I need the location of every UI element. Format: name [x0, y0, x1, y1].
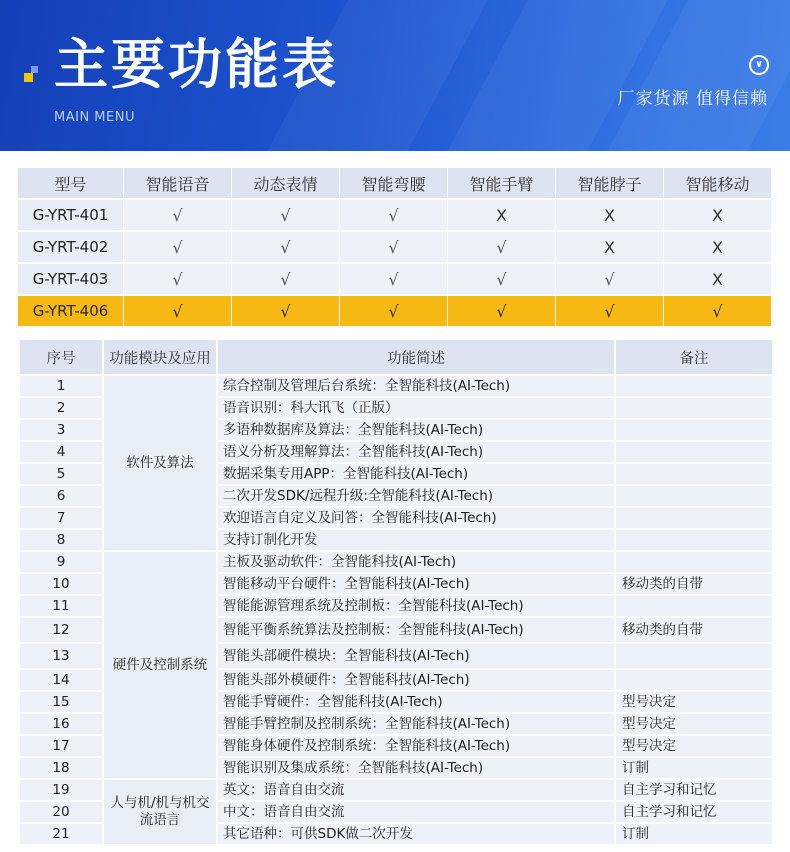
function-header-cell: 功能模块及应用 — [103, 339, 217, 375]
check-mark: √ — [280, 205, 291, 225]
model-name: G-YRT-403 — [18, 264, 124, 296]
function-description: 语义分析及理解算法：全智能科技(AI-Tech) — [217, 441, 615, 463]
row-number: 8 — [19, 529, 103, 551]
feature-cell — [556, 296, 664, 328]
function-note — [615, 397, 773, 419]
check-mark: √ — [496, 237, 507, 257]
row-number: 19 — [19, 779, 103, 801]
cross-mark: X — [712, 269, 723, 289]
feature-cell — [232, 296, 340, 328]
cross-mark: X — [496, 205, 507, 225]
feature-cell — [448, 200, 556, 232]
row-number: 3 — [19, 419, 103, 441]
feature-cell — [664, 296, 772, 328]
check-mark: √ — [388, 237, 399, 257]
function-description: 智能平衡系统算法及控制板：全智能科技(AI-Tech) — [217, 617, 615, 643]
function-note: 自主学习和记忆 — [615, 779, 773, 801]
feature-cell — [448, 264, 556, 296]
matrix-header-cell: 动态表情 — [232, 168, 340, 200]
matrix-header-cell: 智能移动 — [664, 168, 772, 200]
page-title: 主要功能表 — [54, 33, 339, 96]
row-number: 11 — [19, 595, 103, 617]
row-number: 13 — [19, 643, 103, 669]
module-category: 软件及算法 — [103, 375, 217, 551]
matrix-row — [18, 232, 772, 264]
check-mark: √ — [172, 205, 183, 225]
check-mark: √ — [280, 301, 291, 321]
function-note: 订制 — [615, 823, 773, 845]
matrix-header-cell: 智能脖子 — [556, 168, 664, 200]
model-feature-table — [18, 168, 772, 328]
bullet-decoration — [24, 73, 33, 82]
function-description: 语音识别：科大讯飞（正版） — [217, 397, 615, 419]
function-description: 数据采集专用APP：全智能科技(AI-Tech) — [217, 463, 615, 485]
function-note — [615, 375, 773, 397]
feature-cell — [448, 232, 556, 264]
function-note — [615, 529, 773, 551]
row-number: 17 — [19, 735, 103, 757]
function-note: 自主学习和记忆 — [615, 801, 773, 823]
function-note — [615, 441, 773, 463]
row-number: 6 — [19, 485, 103, 507]
table-row — [19, 551, 773, 573]
row-number: 1 — [19, 375, 103, 397]
table-row — [19, 779, 773, 801]
function-header-cell: 序号 — [19, 339, 103, 375]
cross-mark: X — [712, 237, 723, 257]
feature-cell — [664, 200, 772, 232]
feature-cell — [340, 264, 448, 296]
function-note: 型号决定 — [615, 691, 773, 713]
function-description: 智能移动平台硬件：全智能科技(AI-Tech) — [217, 573, 615, 595]
row-number: 7 — [19, 507, 103, 529]
function-note — [615, 595, 773, 617]
function-description: 智能识别及集成系统：全智能科技(AI-Tech) — [217, 757, 615, 779]
function-description: 智能手臂控制及控制系统：全智能科技(AI-Tech) — [217, 713, 615, 735]
chevron-down-circle-icon[interactable]: ∨ — [749, 55, 769, 75]
matrix-header-cell: 智能语音 — [124, 168, 232, 200]
feature-cell — [232, 200, 340, 232]
function-table — [18, 338, 774, 846]
function-description: 智能头部外模硬件：全智能科技(AI-Tech) — [217, 669, 615, 691]
check-mark: √ — [496, 301, 507, 321]
feature-cell — [340, 200, 448, 232]
row-number: 2 — [19, 397, 103, 419]
matrix-row — [18, 264, 772, 296]
matrix-row — [18, 296, 772, 328]
check-mark: √ — [172, 269, 183, 289]
function-description: 欢迎语言自定义及问答：全智能科技(AI-Tech) — [217, 507, 615, 529]
function-note — [615, 507, 773, 529]
cross-mark: X — [604, 205, 615, 225]
function-note — [615, 551, 773, 573]
function-note — [615, 669, 773, 691]
function-header-row — [19, 339, 773, 375]
feature-cell — [664, 232, 772, 264]
function-description: 智能能源管理系统及控制板：全智能科技(AI-Tech) — [217, 595, 615, 617]
check-mark: √ — [280, 269, 291, 289]
function-header-cell: 备注 — [615, 339, 773, 375]
function-note: 移动类的自带 — [615, 617, 773, 643]
feature-cell — [232, 232, 340, 264]
function-note — [615, 485, 773, 507]
cross-mark: X — [712, 205, 723, 225]
row-number: 12 — [19, 617, 103, 643]
check-mark: √ — [712, 301, 723, 321]
function-description: 支持订制化开发 — [217, 529, 615, 551]
feature-cell — [124, 232, 232, 264]
function-note: 订制 — [615, 757, 773, 779]
check-mark: √ — [388, 269, 399, 289]
function-note: 移动类的自带 — [615, 573, 773, 595]
check-mark: √ — [388, 205, 399, 225]
function-description: 其它语种：可供SDK做二次开发 — [217, 823, 615, 845]
feature-cell — [448, 296, 556, 328]
table-row — [19, 375, 773, 397]
check-mark: √ — [496, 269, 507, 289]
feature-cell — [124, 264, 232, 296]
row-number: 21 — [19, 823, 103, 845]
row-number: 9 — [19, 551, 103, 573]
matrix-row — [18, 200, 772, 232]
row-number: 15 — [19, 691, 103, 713]
check-mark: √ — [280, 237, 291, 257]
feature-cell — [124, 200, 232, 232]
function-note — [615, 419, 773, 441]
row-number: 10 — [19, 573, 103, 595]
function-note — [615, 463, 773, 485]
matrix-header-row — [18, 168, 772, 200]
function-description: 智能身体硬件及控制系统：全智能科技(AI-Tech) — [217, 735, 615, 757]
feature-cell — [124, 296, 232, 328]
function-note: 型号决定 — [615, 735, 773, 757]
function-description: 英文：语音自由交流 — [217, 779, 615, 801]
module-category: 硬件及控制系统 — [103, 551, 217, 779]
function-description: 多语种数据库及算法：全智能科技(AI-Tech) — [217, 419, 615, 441]
page-subtitle: MAIN MENU — [54, 110, 135, 125]
feature-cell — [232, 264, 340, 296]
matrix-header-cell: 智能弯腰 — [340, 168, 448, 200]
row-number: 14 — [19, 669, 103, 691]
check-mark: √ — [604, 301, 615, 321]
function-description: 智能手臂硬件：全智能科技(AI-Tech) — [217, 691, 615, 713]
model-name: G-YRT-406 — [18, 296, 124, 328]
matrix-header-cell: 智能手臂 — [448, 168, 556, 200]
function-description: 中文：语音自由交流 — [217, 801, 615, 823]
feature-cell — [340, 232, 448, 264]
function-description: 主板及驱动软件：全智能科技(AI-Tech) — [217, 551, 615, 573]
row-number: 4 — [19, 441, 103, 463]
header-banner — [0, 0, 790, 151]
row-number: 5 — [19, 463, 103, 485]
feature-cell — [556, 200, 664, 232]
function-description: 二次开发SDK/远程升级:全智能科技(AI-Tech) — [217, 485, 615, 507]
module-category: 人与机/机与机交流语言 — [103, 779, 217, 845]
row-number: 20 — [19, 801, 103, 823]
matrix-header-cell: 型号 — [18, 168, 124, 200]
function-note: 型号决定 — [615, 713, 773, 735]
model-name: G-YRT-402 — [18, 232, 124, 264]
feature-cell — [340, 296, 448, 328]
cross-mark: X — [604, 237, 615, 257]
check-mark: √ — [388, 301, 399, 321]
feature-cell — [556, 232, 664, 264]
function-description: 智能头部硬件模块：全智能科技(AI-Tech) — [217, 643, 615, 669]
bullet-decoration — [31, 66, 38, 73]
check-mark: √ — [604, 269, 615, 289]
slogan: 厂家货源 值得信赖 — [617, 89, 768, 109]
row-number: 18 — [19, 757, 103, 779]
function-description: 综合控制及管理后台系统：全智能科技(AI-Tech) — [217, 375, 615, 397]
row-number: 16 — [19, 713, 103, 735]
feature-cell — [664, 264, 772, 296]
feature-cell — [556, 264, 664, 296]
check-mark: √ — [172, 301, 183, 321]
model-name: G-YRT-401 — [18, 200, 124, 232]
function-note — [615, 643, 773, 669]
function-header-cell: 功能简述 — [217, 339, 615, 375]
check-mark: √ — [172, 237, 183, 257]
